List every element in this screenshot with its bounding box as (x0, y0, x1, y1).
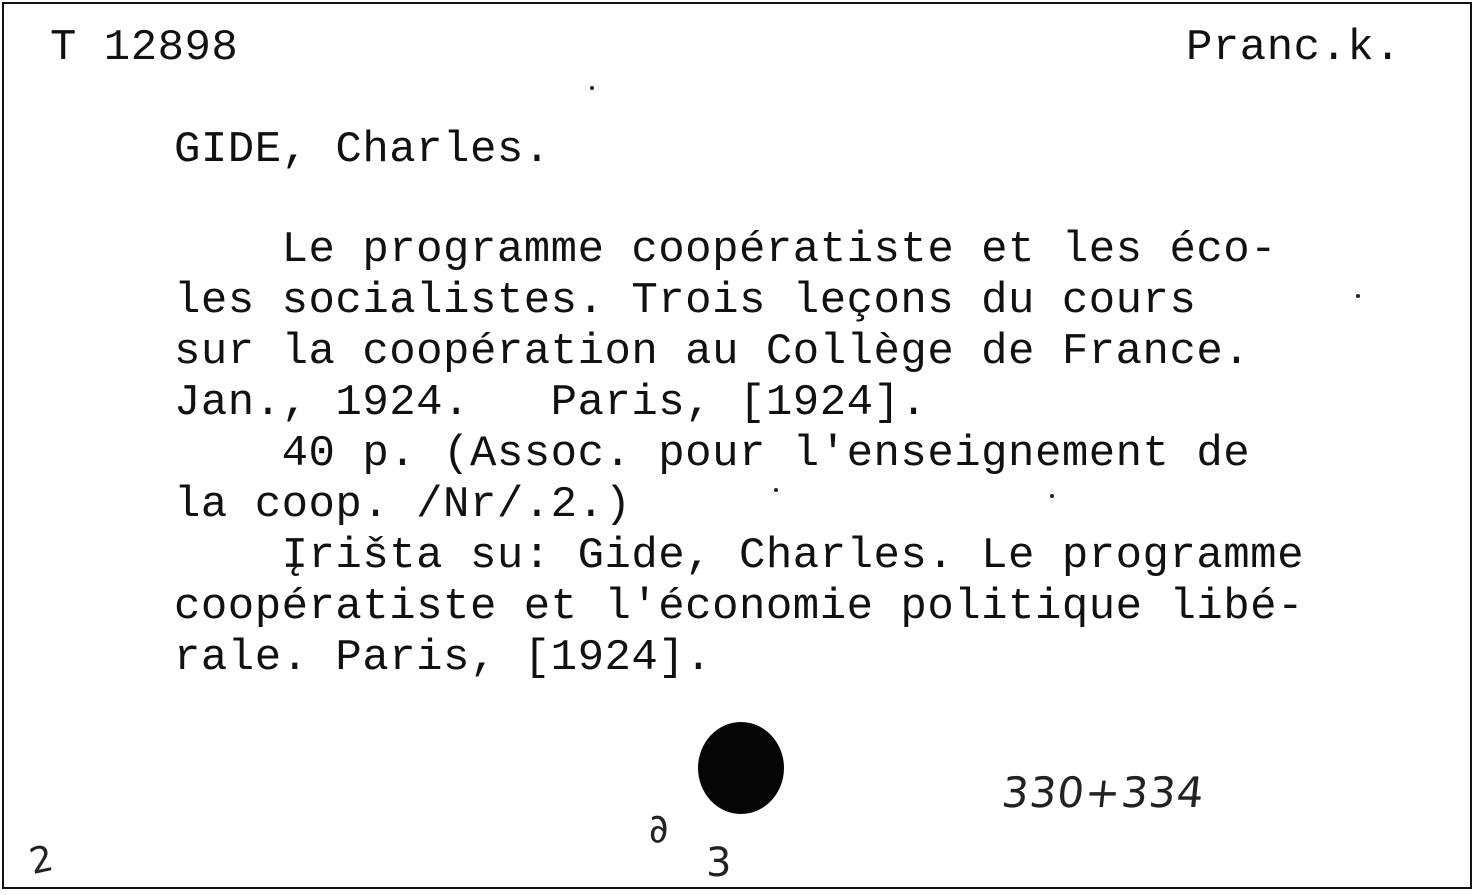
ink-speck (1356, 294, 1360, 298)
call-number: T 12898 (50, 23, 239, 73)
ink-speck (590, 86, 594, 90)
handwritten-number-bottom-left: 2 (25, 838, 57, 883)
note-line: rale. Paris, [1924]. (174, 633, 713, 683)
collation-line: 40 p. (Assoc. pour l'enseignement de (174, 429, 1251, 479)
title-line: Jan., 1924. Paris, [1924]. (174, 378, 928, 428)
author-heading: GIDE, Charles. (174, 125, 551, 175)
title-line: sur la coopération au Collège de France. (174, 327, 1251, 377)
note-line: coopératiste et l'économie politique libé- (174, 582, 1304, 632)
title-line: Le programme coopératiste et les éco- (174, 225, 1278, 275)
punch-hole-mark (698, 722, 784, 814)
classification-handwritten: 330+334 (999, 768, 1208, 817)
title-line: les socialistes. Trois leçons du cours (174, 276, 1197, 326)
handwritten-mark: ∂ (644, 804, 673, 854)
catalog-card (2, 2, 1472, 889)
collation-line: la coop. /Nr/.2.) (174, 480, 632, 530)
ink-speck (774, 488, 778, 492)
note-line: Įrišta su: Gide, Charles. Le programme (174, 531, 1304, 581)
handwritten-number-bottom-center: 3 (706, 840, 732, 886)
ink-speck (1050, 494, 1054, 498)
location-code: Pranc.k. (1186, 23, 1402, 73)
